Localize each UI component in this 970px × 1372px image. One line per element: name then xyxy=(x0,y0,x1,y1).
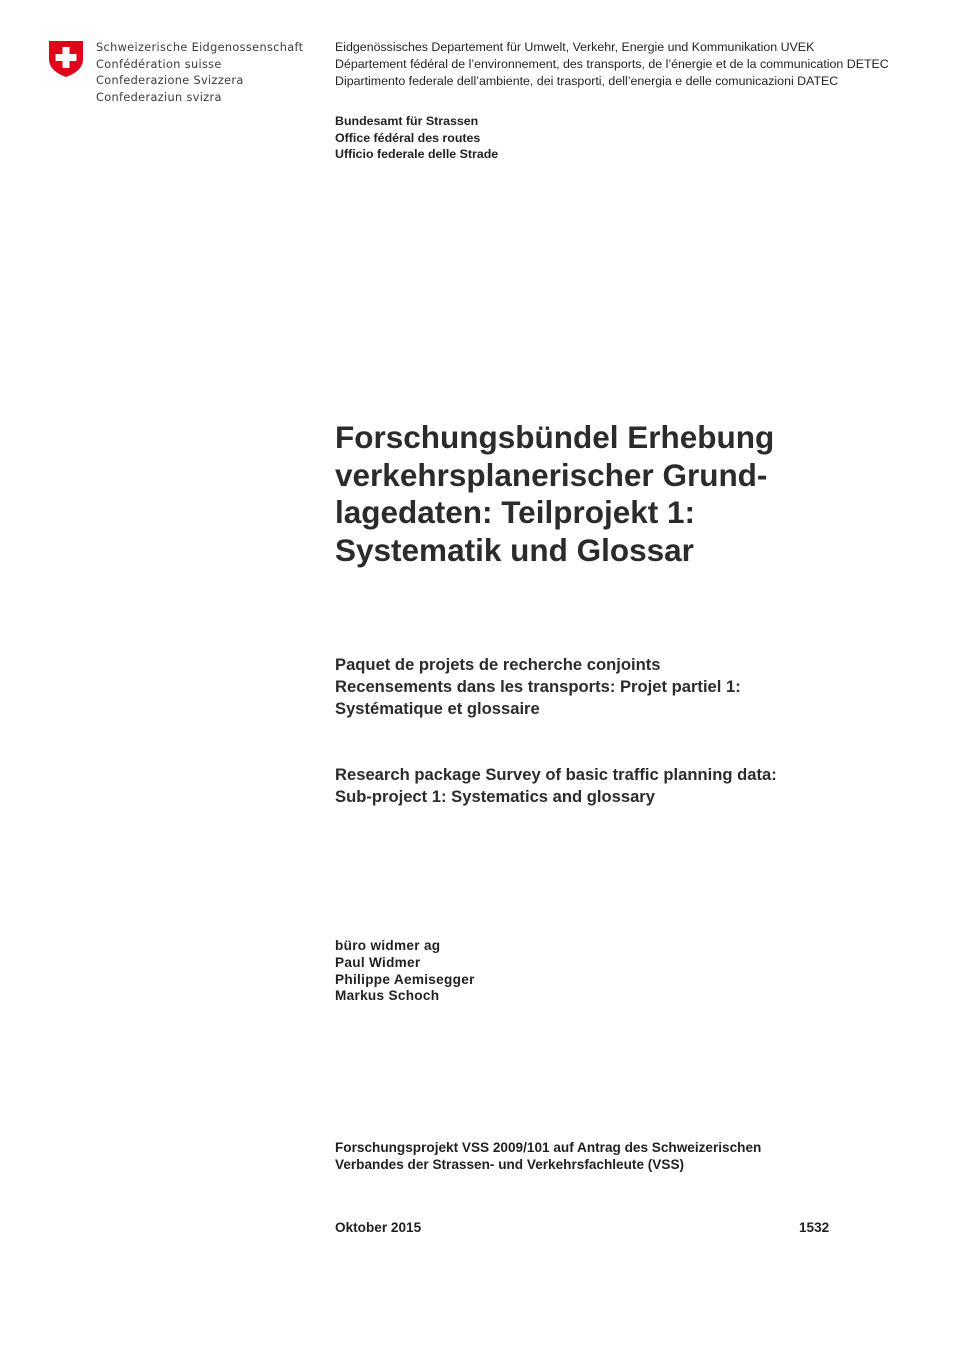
office-names xyxy=(335,113,498,163)
department-name-it: Dipartimento federale dell’ambiente, dei trasporti, dell’energia e delle comunicazioni DATEC xyxy=(335,74,839,88)
author-company: büro widmer ag xyxy=(335,938,441,953)
title-line: lagedaten: Teilprojekt 1: xyxy=(335,494,695,530)
french-title-line: Recensements dans les transports: Projet partiel 1: xyxy=(335,677,741,696)
project-note xyxy=(335,1139,761,1173)
page-title xyxy=(335,419,774,569)
department-name-fr: Département fédéral de l’environnement, des transports, de l’énergie et de la communication DETEC xyxy=(335,57,889,71)
english-title-line: Research package Survey of basic traffic planning data: xyxy=(335,765,777,784)
title-line: verkehrsplanerischer Grund- xyxy=(335,456,768,493)
french-title-line: Paquet de projets de recherche conjoints xyxy=(335,655,661,674)
confederation-names xyxy=(96,40,303,107)
confederation-name-rm: Confederaziun svizra xyxy=(96,91,222,105)
office-name-de: Bundesamt für Strassen xyxy=(335,114,479,128)
english-title xyxy=(335,764,777,808)
confederation-name-de: Schweizerische Eidgenossenschaft xyxy=(96,41,304,54)
project-note-line: Verbandes der Strassen- und Verkehrsfachleute (VSS) xyxy=(335,1157,685,1172)
department-name-de: Eidgenössisches Departement für Umwelt, Verkehr, Energie und Kommunikation UVEK xyxy=(335,40,815,54)
project-note-line: Forschungsprojekt VSS 2009/101 auf Antrag des Schweizerischen xyxy=(335,1140,762,1155)
confederation-name-it: Confederazione Svizzera xyxy=(96,74,244,88)
office-name-it: Ufficio federale delle Strade xyxy=(335,147,499,162)
author-name: Markus Schoch xyxy=(335,988,440,1004)
author-name: Philippe Aemisegger xyxy=(335,971,475,987)
author-name: Paul Widmer xyxy=(335,954,421,970)
swiss-crest-icon xyxy=(48,40,84,78)
authors xyxy=(335,938,475,1005)
title-line: Systematik und Glossar xyxy=(335,531,694,568)
title-line: Forschungsbündel Erhebung xyxy=(335,419,775,455)
report-number: 1532 xyxy=(799,1220,830,1235)
office-name-fr: Office fédéral des routes xyxy=(335,130,481,145)
publication-date: Oktober 2015 xyxy=(335,1220,422,1235)
french-title xyxy=(335,654,741,720)
confederation-name-fr: Confédération suisse xyxy=(96,57,222,71)
english-title-line: Sub-project 1: Systematics and glossary xyxy=(335,787,655,806)
french-title-line: Systématique et glossaire xyxy=(335,699,540,718)
department-names xyxy=(335,39,889,90)
